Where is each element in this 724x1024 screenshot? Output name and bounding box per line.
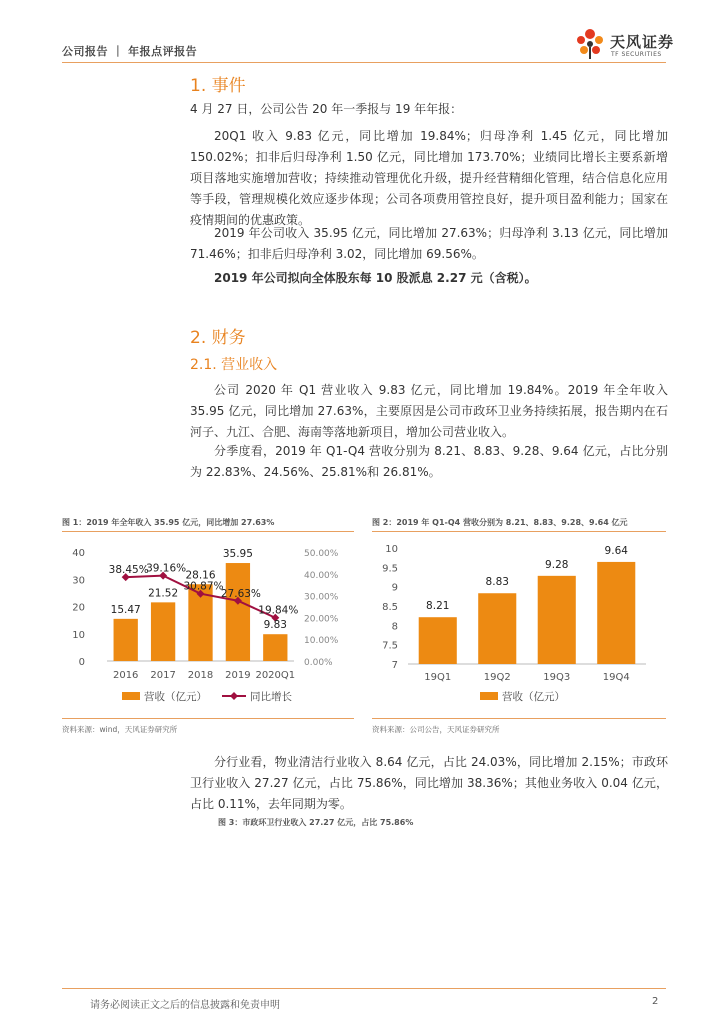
chart1-y2tick-label: 50.00%: [304, 549, 339, 559]
chart1-bar-label: 35.95: [222, 548, 253, 561]
subsection-title-revenue: 2.1. 营业收入: [190, 357, 278, 373]
chart2-xtick-label: 19Q1: [424, 672, 452, 683]
figure1-caption: 图 1：2019 年全年收入 35.95 亿元，同比增加 27.63%: [62, 518, 275, 527]
event-paragraph-4: 2019 年公司拟向全体股东每 10 股派息 2.27 元（含税）。: [214, 271, 537, 285]
chart2-bar: [419, 617, 457, 664]
chart2-ytick-label: 8.5: [382, 602, 398, 613]
chart1-growth-label: 39.16%: [146, 562, 187, 575]
chart1-bar-label: 9.83: [263, 619, 287, 632]
chart2-ytick-label: 9: [391, 582, 398, 594]
brand-name: 天风证券: [610, 33, 675, 51]
chart1-bar-label: 28.16: [185, 569, 216, 582]
figure3-caption: 图 3：市政环卫行业收入 27.27 亿元，占比 75.86%: [218, 818, 414, 827]
chart1-growth-label: 38.45%: [108, 564, 149, 577]
chart1-y2tick-label: 40.00%: [304, 570, 339, 581]
segment-paragraph: 分行业看，物业清洁行业收入 8.64 亿元，占比 24.03%，同比增加 2.15%；市政环卫行业收入 27.27 亿元，占比 75.86%，同比增加 38.36%；其他业务收入 0.04 亿元，占比 0.11%，去年同期为零。: [190, 755, 668, 811]
figure2-chart: [372, 532, 666, 717]
chart1-ytick-label: 10: [72, 629, 85, 641]
section-title-event: 1. 事件: [190, 76, 246, 96]
header-divider: [62, 62, 666, 63]
chart2-bar: [538, 576, 576, 664]
chart1-y2tick-label: 30.00%: [304, 592, 339, 603]
chart2-bar: [478, 593, 516, 664]
chart1-y2tick-label: 10.00%: [304, 636, 339, 647]
chart2-bar-label: 9.28: [545, 558, 569, 571]
chart2-bar-label: 8.83: [485, 576, 509, 589]
chart1-xtick-label: 2018: [187, 670, 214, 681]
chart2-bar-label: 8.21: [426, 600, 450, 613]
report-type-label: 公司报告 ｜ 年报点评报告: [62, 45, 198, 58]
chart2-ytick-label: 8: [391, 621, 398, 633]
chart2-legend-swatch: [480, 692, 498, 700]
chart1-bar: [151, 602, 175, 661]
chart1-y2tick-label: 20.00%: [304, 614, 339, 625]
chart2-bar: [597, 562, 635, 664]
chart2-xtick-label: 19Q2: [483, 672, 511, 683]
chart1-growth-label: 27.63%: [220, 587, 261, 600]
chart1-ytick-label: 40: [72, 548, 85, 559]
event-paragraph-2: 20Q1 收入 9.83 亿元，同比增加 19.84%；归母净利 1.45 亿元，同比增加 150.02%；扣非后归母净利 1.50 亿元，同比增加 173.70%；业绩同比增长主要系新增项目落地实施增加营收；持续推动管理优化升级，提升经营精细化管理，结合信息化应用等手段，管理规模化效应逐步体现；公司各项费用管控良好，提升项目盈利能力；国家在疫情期间的优惠政策。: [190, 129, 668, 227]
section-title-finance: 2. 财务: [190, 328, 246, 348]
chart1-legend-line-label: 同比增长: [250, 691, 292, 703]
chart2-legend-label: 营收（亿元）: [502, 691, 565, 703]
tf-logo-icon: [572, 26, 608, 62]
brand-subtitle: TF SECURITIES: [611, 51, 662, 58]
footer-disclaimer: 请务必阅读正文之后的信息披露和免责申明: [90, 1000, 280, 1011]
figure1-bottom-rule: [62, 718, 354, 719]
chart1-ytick-label: 30: [72, 575, 85, 587]
chart1-xtick-label: 2016: [112, 670, 139, 681]
chart1-bar: [114, 619, 138, 661]
chart1-y2tick-label: 0.00%: [304, 658, 333, 668]
revenue-paragraph-1: 公司 2020 年 Q1 营业收入 9.83 亿元，同比增加 19.84%。2019 年全年收入 35.95 亿元，同比增加 27.63%，主要原因是公司市政环卫业务持续拓展，报告期内在石河子、九江、合肥、海南等落地新项目，增加公司营业收入。: [190, 383, 668, 439]
chart2-ytick-label: 7: [391, 660, 398, 671]
chart1-bar: [226, 563, 250, 661]
chart1-xtick-label: 2019: [225, 670, 251, 681]
figure1-chart: [62, 532, 354, 717]
chart1-legend-bar-label: 营收（亿元）: [144, 691, 207, 703]
figure2-bottom-rule: [372, 718, 666, 719]
chart1-growth-label: 30.87%: [183, 580, 224, 593]
chart2-ytick-label: 9.5: [382, 563, 398, 575]
chart1-bar-label: 15.47: [110, 603, 141, 616]
chart1-legend-line-marker: [230, 692, 238, 700]
chart1-bar-label: 21.52: [148, 587, 179, 600]
event-paragraph-1: 4 月 27 日，公司公告 20 年一季报与 19 年年报：: [190, 102, 463, 116]
chart2-xtick-label: 19Q3: [543, 672, 571, 683]
chart1-ytick-label: 20: [72, 602, 85, 614]
figure2-source: 资料来源：公司公告，天风证券研究所: [372, 725, 500, 734]
event-paragraph-3: 2019 年公司收入 35.95 亿元，同比增加 27.63%；归母净利 3.13 亿元，同比增加 71.46%；扣非后归母净利 3.02，同比增加 69.56%。: [190, 226, 668, 261]
footer-divider: [62, 988, 666, 989]
chart1-legend-bar-swatch: [122, 692, 140, 700]
chart1-ytick-label: 0: [78, 657, 85, 668]
chart1-xtick-label: 2020Q1: [255, 670, 296, 681]
chart2-bar-label: 9.64: [604, 544, 628, 557]
page-number: 2: [652, 996, 659, 1007]
revenue-paragraph-2: 分季度看，2019 年 Q1-Q4 营收分别为 8.21、8.83、9.28、9.64 亿元，占比分别为 22.83%、24.56%、25.81%和 26.81%。: [190, 444, 668, 479]
chart1-xtick-label: 2017: [150, 670, 176, 681]
chart2-ytick-label: 10: [385, 544, 398, 555]
figure1-source: 资料来源：wind，天风证券研究所: [62, 725, 178, 734]
figure2-caption: 图 2：2019 年 Q1-Q4 营收分别为 8.21、8.83、9.28、9.64 亿元: [372, 518, 628, 527]
chart2-ytick-label: 7.5: [382, 640, 398, 652]
chart2-xtick-label: 19Q4: [602, 672, 630, 683]
chart1-growth-label: 19.84%: [258, 604, 299, 617]
chart1-bar: [263, 634, 287, 661]
